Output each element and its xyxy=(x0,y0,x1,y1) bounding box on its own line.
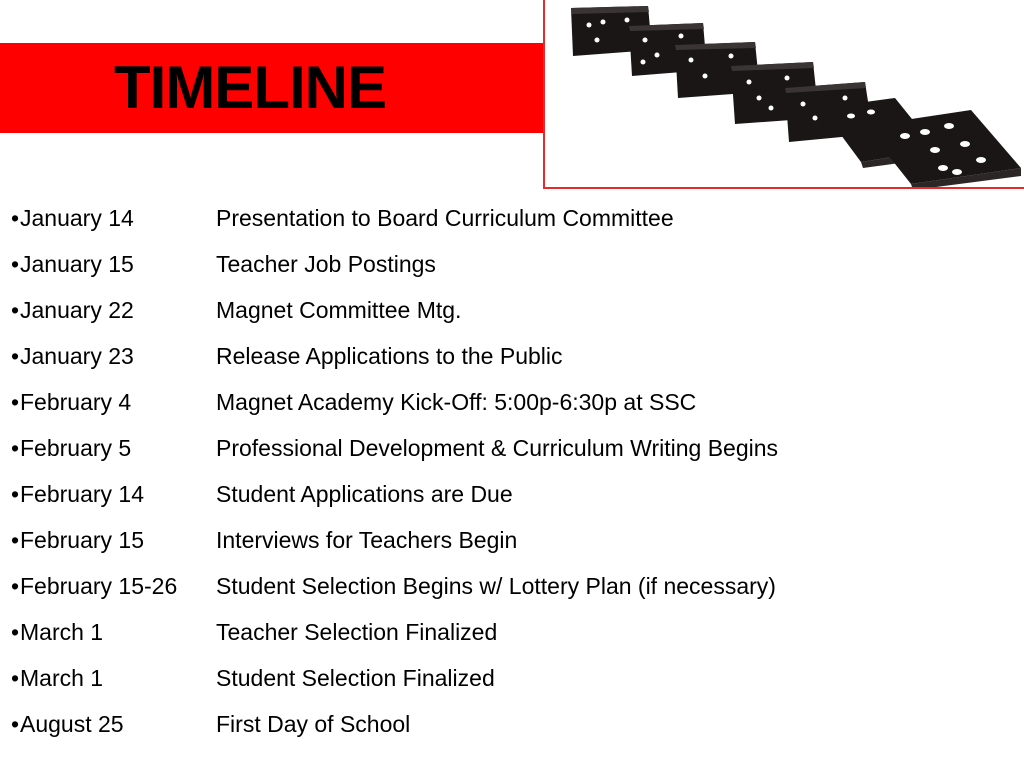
timeline-event: Interviews for Teachers Begin xyxy=(216,526,518,553)
timeline-item xyxy=(11,425,778,471)
timeline-date: March 1 xyxy=(20,664,104,691)
timeline-date: February 15 xyxy=(20,526,145,553)
bullet: • xyxy=(11,710,20,737)
timeline-item xyxy=(11,609,778,655)
page-title: TIMELINE xyxy=(114,54,386,121)
bullet: • xyxy=(11,480,20,507)
timeline-date: January 14 xyxy=(20,204,134,231)
timeline-item xyxy=(11,333,778,379)
timeline-item xyxy=(11,471,778,517)
timeline-date: March 1 xyxy=(20,618,104,645)
timeline-event: Professional Development & Curriculum Writing Begins xyxy=(216,434,779,461)
bullet: • xyxy=(11,434,20,461)
timeline-event: First Day of School xyxy=(216,710,411,737)
timeline-event: Student Selection Finalized xyxy=(216,664,495,691)
timeline-item xyxy=(11,563,778,609)
timeline-event: Teacher Job Postings xyxy=(216,250,436,277)
dominoes-photo-frame xyxy=(543,0,1024,189)
timeline-date: January 15 xyxy=(20,250,134,277)
timeline-list xyxy=(11,195,778,747)
timeline-item xyxy=(11,287,778,333)
bullet: • xyxy=(11,618,20,645)
timeline-date: August 25 xyxy=(20,710,124,737)
timeline-date: January 23 xyxy=(20,342,134,369)
timeline-event: Presentation to Board Curriculum Committee xyxy=(216,204,674,231)
timeline-item xyxy=(11,241,778,287)
bullet: • xyxy=(11,342,20,369)
timeline-item xyxy=(11,655,778,701)
bullet: • xyxy=(11,526,20,553)
bullet: • xyxy=(11,388,20,415)
bullet: • xyxy=(11,572,20,599)
timeline-date: February 5 xyxy=(20,434,132,461)
dominoes-falling-image xyxy=(545,0,1024,187)
timeline-item xyxy=(11,517,778,563)
bullet: • xyxy=(11,204,20,231)
bullet: • xyxy=(11,250,20,277)
bullet: • xyxy=(11,664,20,691)
timeline-item xyxy=(11,701,778,747)
timeline-event: Magnet Committee Mtg. xyxy=(216,296,462,323)
timeline-date: January 22 xyxy=(20,296,134,323)
timeline-event: Magnet Academy Kick-Off: 5:00p-6:30p at SSC xyxy=(216,388,697,415)
timeline-event: Student Applications are Due xyxy=(216,480,513,507)
timeline-event: Student Selection Begins w/ Lottery Plan (if necessary) xyxy=(216,572,776,599)
timeline-item xyxy=(11,195,778,241)
timeline-item xyxy=(11,379,778,425)
timeline-date: February 15-26 xyxy=(20,572,178,599)
timeline-event: Release Applications to the Public xyxy=(216,342,563,369)
bullet: • xyxy=(11,296,20,323)
timeline-date: February 4 xyxy=(20,388,132,415)
timeline-date: February 14 xyxy=(20,480,145,507)
timeline-event: Teacher Selection Finalized xyxy=(216,618,498,645)
